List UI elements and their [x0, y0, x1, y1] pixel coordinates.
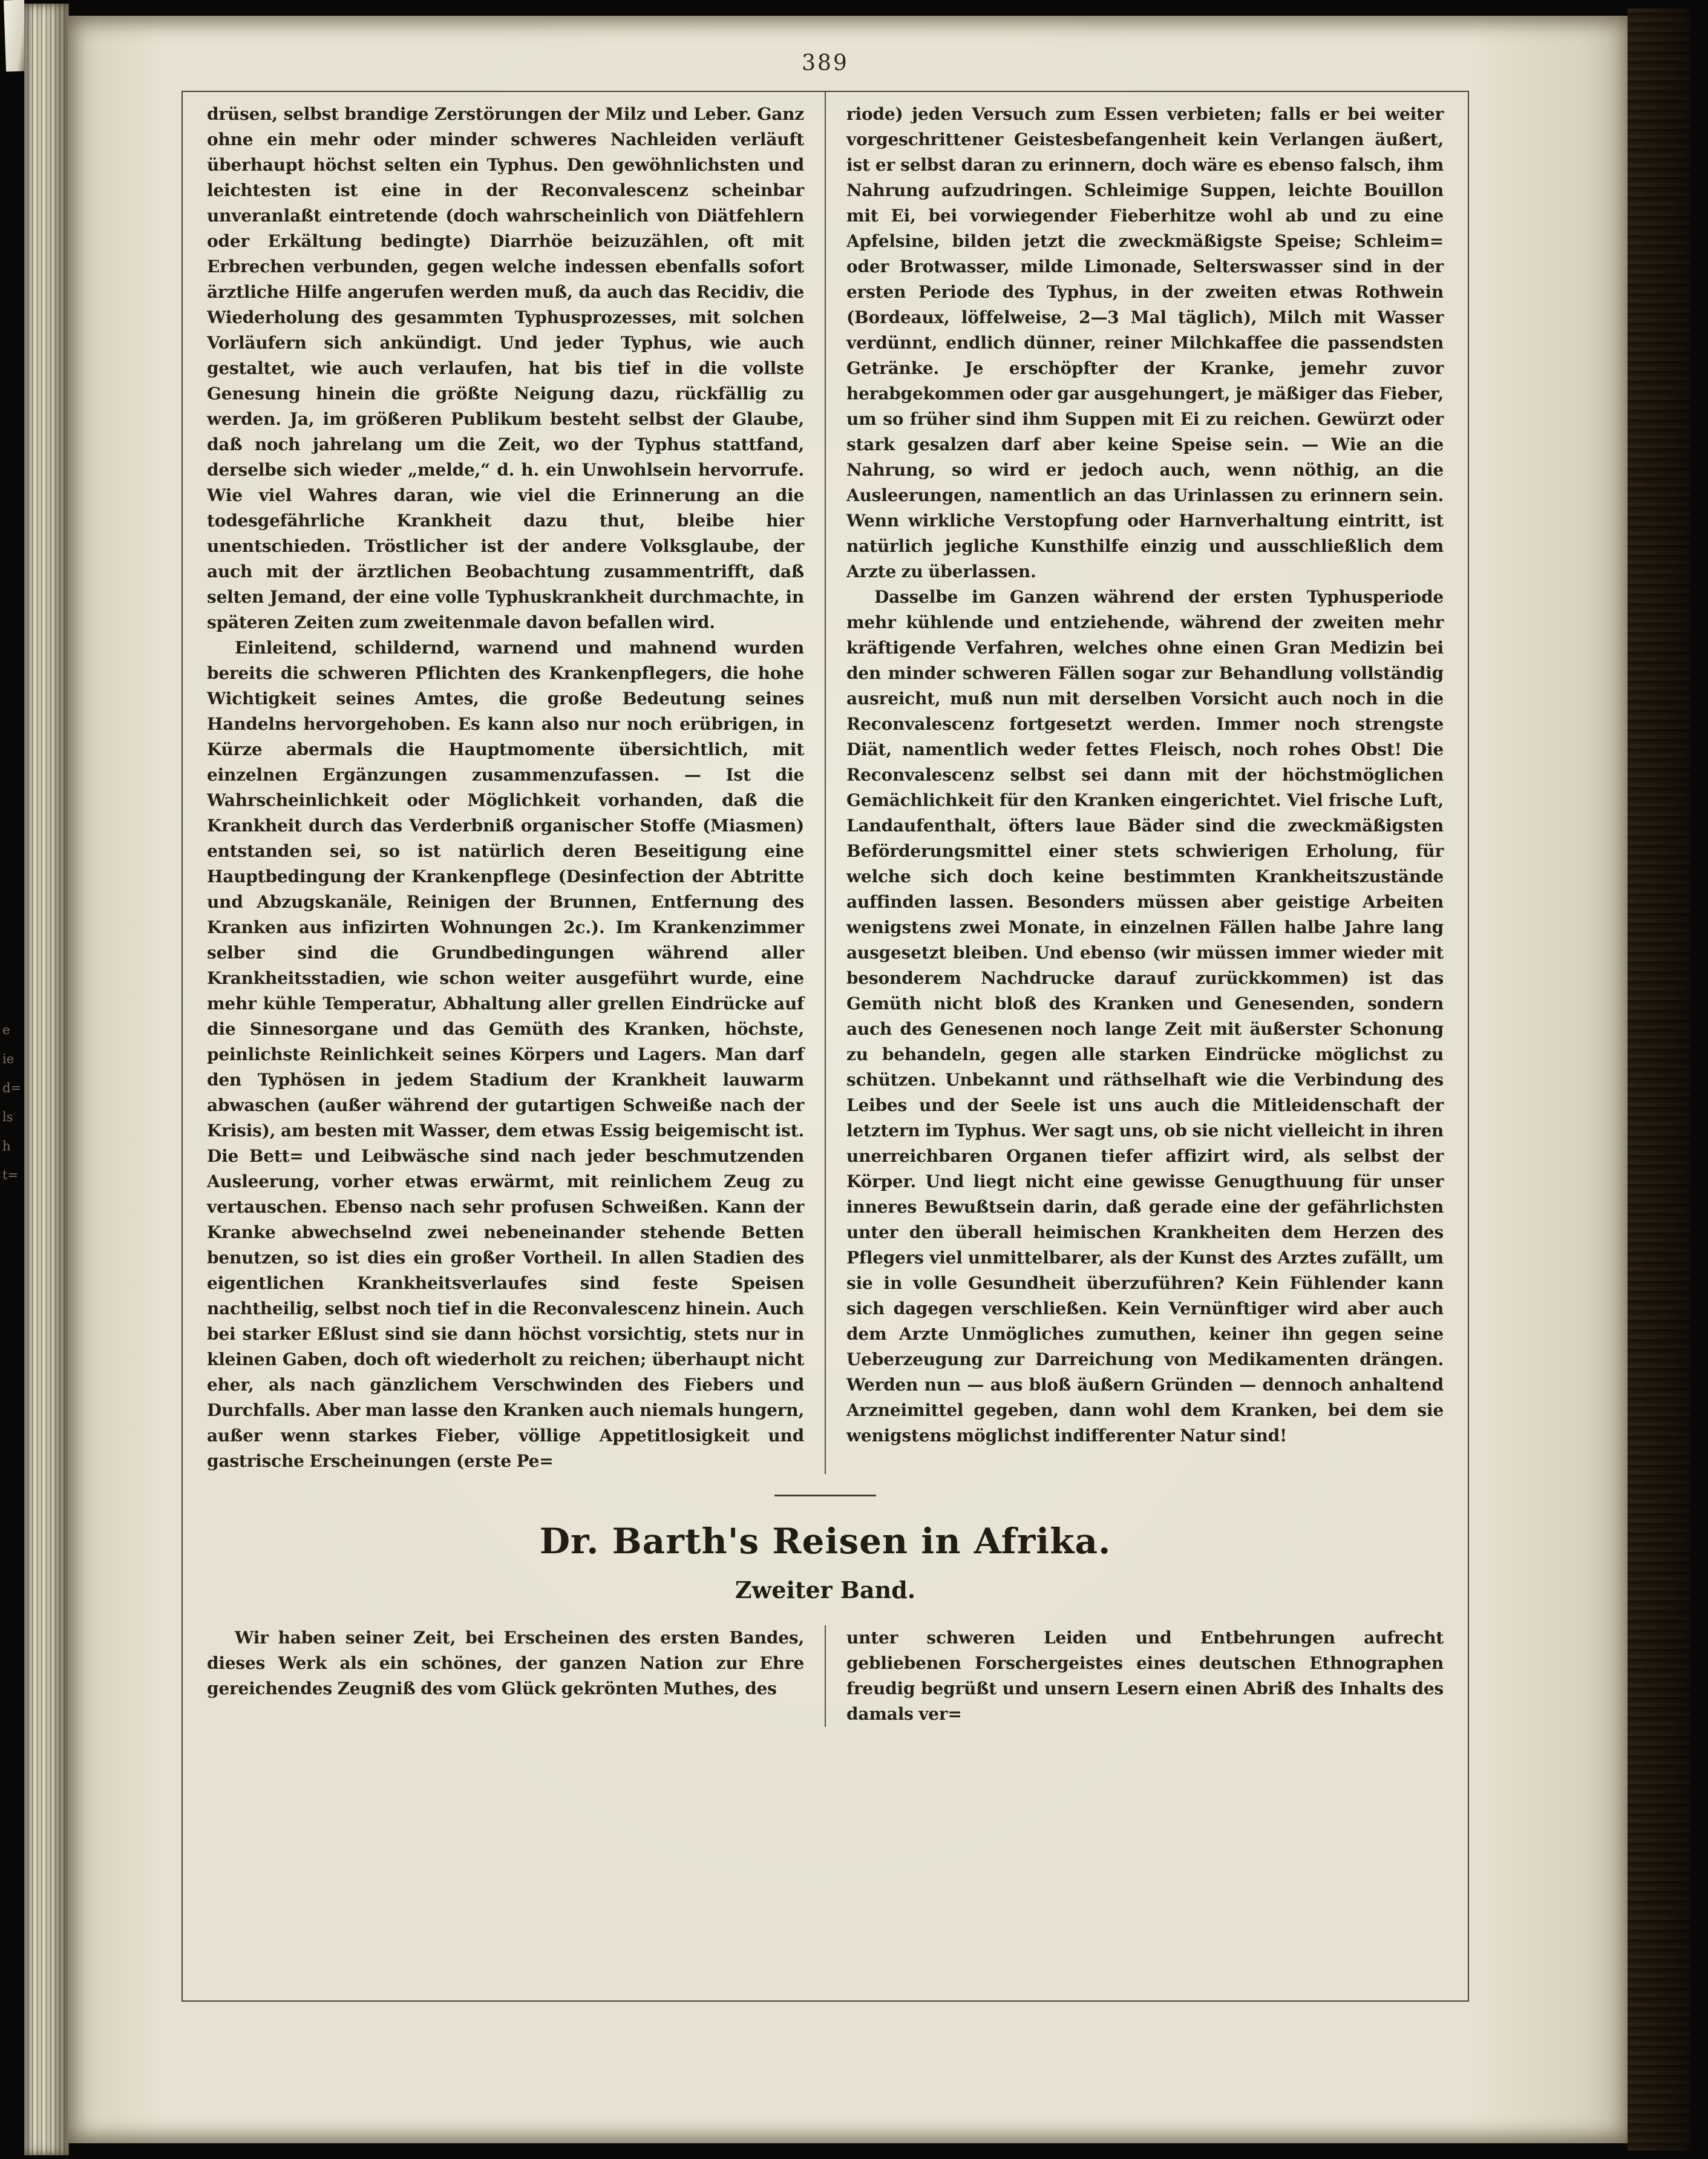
typhus-left-column — [183, 92, 825, 1474]
paragraph: Dasselbe im Ganzen während der ersten Typhusperiode mehr kühlende und entziehende, während der zweiten mehr kräftigende Verfahren, welches ohne einen Gran Medizin bei den minder schweren Fällen sogar zur Behandlung vollständig ausreicht, muß nun mit derselben Vorsicht auch noch in die Reconvalescenz fortgesetzt werden. Immer noch strengste Diät, namentlich weder fettes Fleisch, noch rohes Obst! Die Reconvalescenz selbst sei dann mit der höchstmöglichen Gemächlichkeit für den Kranken eingerichtet. Viel frische Luft, Landaufenthalt, öfters laue Bäder sind die zweckmäßigsten Beförderungsmittel einer stets schwierigen Erholung, für welche sich doch keine bestimmten Krankheitszustände auffinden lassen. Besonders müssen aber geistige Arbeiten wenigstens zwei Monate, in einzelnen Fällen halbe Jahre lang ausgesetzt bleiben. Und ebenso (wir müssen immer wieder mit besonderem Nachdrucke darauf zurückkommen) ist das Gemüth nicht bloß des Kranken und Genesenden, sondern auch des Genesenen noch lange Zeit mit äußerster Schonung zu behandeln, gegen alle starken Eindrücke möglichst zu schützen. Unbekannt und räthselhaft wie die Verbindung des Leibes und der Seele ist uns auch die Mitleidenschaft der letztern im Typhus. Wer sagt uns, ob sie nicht vielleicht in ihren unerreichbaren Organen tiefer affizirt wird, als selbst der Körper. Und liegt nicht eine gewisse Genugthuung für unser inneres Bewußtsein darin, daß gerade eine der gefährlichsten unter den überall heimischen Krankheiten dem Herzen des Pflegers viel unmittelbarer, als der Kunst des Arztes zufällt, um sie in volle Gesundheit überzuführen? Kein Fühlender kann sich dagegen verschließen. Kein Vernünftiger wird aber auch dem Arzte Unmögliches zumuthen, keiner ihn gegen seine Ueberzeugung zur Darreichung von Medikamenten drängen. Werden nun — aus bloß äußern Gründen — dennoch anhaltend Arzneimittel gegeben, dann wohl dem Kranken, bei dem sie wenigstens möglichst indifferenter Natur sind! — [846, 587, 1444, 1446]
paragraph: drüsen, selbst brandige Zerstörungen der Milz und Leber. Ganz ohne ein mehr oder minder schweres Nachleiden verläuft überhaupt höchst selten ein Typhus. Den gewöhnlichsten und leichtesten ist eine in der Reconvalescenz scheinbar unveranlaßt eintretende (doch wahrscheinlich von Diätfehlern oder Erkältung bedingte) Diarrhöe beizuzählen, oft mit Erbrechen verbunden, gegen welche indessen ebenfalls sofort ärztliche Hilfe angerufen werden muß, da auch das Recidiv, die Wiederholung des gesammten Typhusprozesses, mit solchen Vorläufern sich ankündigt. Und jeder Typhus, wie auch gestaltet, wie auch verlaufen, hat bis tief in die vollste Genesung hinein die größte Neigung dazu, rückfällig zu werden. Ja, im größeren Publikum besteht selbst der Glaube, daß noch jahrelang um die Zeit, wo der Typhus stattfand, derselbe sich wieder „melde,“ d. h. ein Unwohlsein hervorrufe. Wie viel Wahres daran, wie viel die Erinnerung an die todesgefährliche Krankheit dazu thut, bleibe hier unentschieden. Tröstlicher ist der andere Volksglaube, der auch mit der ärztlichen Beobachtung zusammentrifft, daß selten Jemand, der eine volle Typhuskrankheit durchmachte, in späteren Zeiten zum zweitenmale davon befallen wird. — [207, 104, 804, 632]
adjacent-page-corner — [4, 0, 27, 72]
edge-fragment: e — [2, 1023, 10, 1037]
edge-fragment: ie — [2, 1052, 15, 1066]
edge-fragment: ls — [2, 1110, 13, 1124]
paragraph: Wir haben seiner Zeit, bei Erscheinen des ersten Bandes, dieses Werk als ein schönes, der ganzen Nation zur Ehre gereichendes Zeugniß des vom Glück gekrönten Muthes, des — [207, 1628, 804, 1699]
barth-right-column — [826, 1625, 1468, 1727]
page-number: 389 — [802, 51, 849, 76]
edge-fragment: d= — [2, 1081, 22, 1095]
adjacent-page-text-fragments — [2, 1023, 23, 1182]
article-title: Dr. Barth's Reisen in Afrika. — [539, 1521, 1111, 1562]
barth-article — [183, 1625, 1468, 1727]
edge-fragment: t= — [2, 1168, 19, 1182]
edge-fragment: h — [2, 1139, 11, 1153]
barth-left-column — [183, 1625, 825, 1727]
paragraph: riode) jeden Versuch zum Essen verbieten; falls er bei weiter vorgeschrittener Geistesbefangenheit kein Verlangen äußert, ist er selbst daran zu erinnern, doch wäre es ebenso falsch, ihm Nahrung aufzudringen. Schleimige Suppen, leichte Bouillon mit Ei, bei vorwiegender Fieberhitze wohl ab und zu eine Apfelsine, bilden jetzt die zweckmäßigste Speise; Schleim= oder Brotwasser, milde Limonade, Selterswasser sind in der ersten Periode des Typhus, in der zweiten etwas Rothwein (Bordeaux, löffelweise, 2—3 Mal täglich), Milch mit Wasser verdünnt, endlich dünner, reiner Milchkaffee die passendsten Getränke. Je erschöpfter der Kranke, jemehr zuvor herabgekommen oder gar ausgehungert, je mäßiger das Fieber, um so früher sind ihm Suppen mit Ei zu reichen. Gewürzt oder stark gesalzen darf aber keine Speise sein. — Wie an die Nahrung, so wird er jedoch auch, wenn nöthig, an die Ausleerungen, namentlich an das Urinlassen zu erinnern sein. Wenn wirkliche Verstopfung oder Harnverhaltung eintritt, ist natürlich jegliche Kunsthilfe einzig und ausschließlich dem Arzte zu überlassen. — [846, 104, 1444, 582]
page-edges-right — [1628, 8, 1690, 2151]
typhus-article — [183, 92, 1468, 1474]
paragraph: unter schweren Leiden und Entbehrungen aufrecht gebliebenen Forschergeistes eines deutschen Ethnographen freudig begrüßt und unsern Lesern einen Abriß des Inhalts des damals ver= — [846, 1628, 1444, 1724]
typhus-right-column — [826, 92, 1468, 1474]
section-divider-rule — [774, 1495, 876, 1496]
paragraph: Einleitend, schildernd, warnend und mahnend wurden bereits die schweren Pflichten des Krankenpflegers, die hohe Wichtigkeit seines Amtes, die große Bedeutung seines Handelns hervorgehoben. Es kann also nur noch erübrigen, in Kürze abermals die Hauptmomente übersichtlich, mit einzelnen Ergänzungen zusammenzufassen. — Ist die Wahrscheinlichkeit oder Möglichkeit vorhanden, daß die Krankheit durch das Verderbniß organischer Stoffe (Miasmen) entstanden sei, so ist natürlich deren Beseitigung eine Hauptbedingung der Krankenpflege (Desinfection der Abtritte und Abzugskanäle, Reinigen der Brunnen, Entfernung des Kranken aus infizirten Wohnungen 2c.). Im Krankenzimmer selber sind die Grundbedingungen während aller Krankheitsstadien, wie schon weiter ausgeführt wurde, eine mehr kühle Temperatur, Abhaltung aller grellen Eindrücke auf die Sinnesorgane und das Gemüth des Kranken, höchste, peinlichste Reinlichkeit seines Körpers und Lagers. Man darf den Typhösen in jedem Stadium der Krankheit lauwarm abwaschen (außer während der gutartigen Schweiße nach der Krisis), am besten mit Wasser, dem etwas Essig beigemischt ist. Die Bett= und Leibwäsche sind nach jeder beschmutzenden Ausleerung, vorher etwas erwärmt, mit reinlichem Zeug zu vertauschen. Ebenso nach sehr profusen Schweißen. Kann der Kranke abwechselnd zwei nebeneinander stehende Betten benutzen, so ist dies ein großer Vortheil. In allen Stadien des eigentlichen Krankheitsverlaufes sind feste Speisen nachtheilig, selbst noch tief in die Reconvalescenz hinein. Auch bei starker Eßlust sind sie dann höchst vorsichtig, stets nur in kleinen Gaben, doch oft wiederholt zu reichen; überhaupt nicht eher, als nach gänzlichem Verschwinden des Fiebers und Durchfalls. Aber man lasse den Kranken auch niemals hungern, außer wenn starkes Fieber, völlige Appetitlosigkeit und gastrische Erscheinungen (erste Pe= — [207, 638, 804, 1471]
scanned-page — [68, 16, 1628, 2143]
book-binding-left — [24, 4, 69, 2155]
article-subtitle: Zweiter Band. — [735, 1576, 916, 1604]
text-frame — [182, 91, 1469, 2002]
